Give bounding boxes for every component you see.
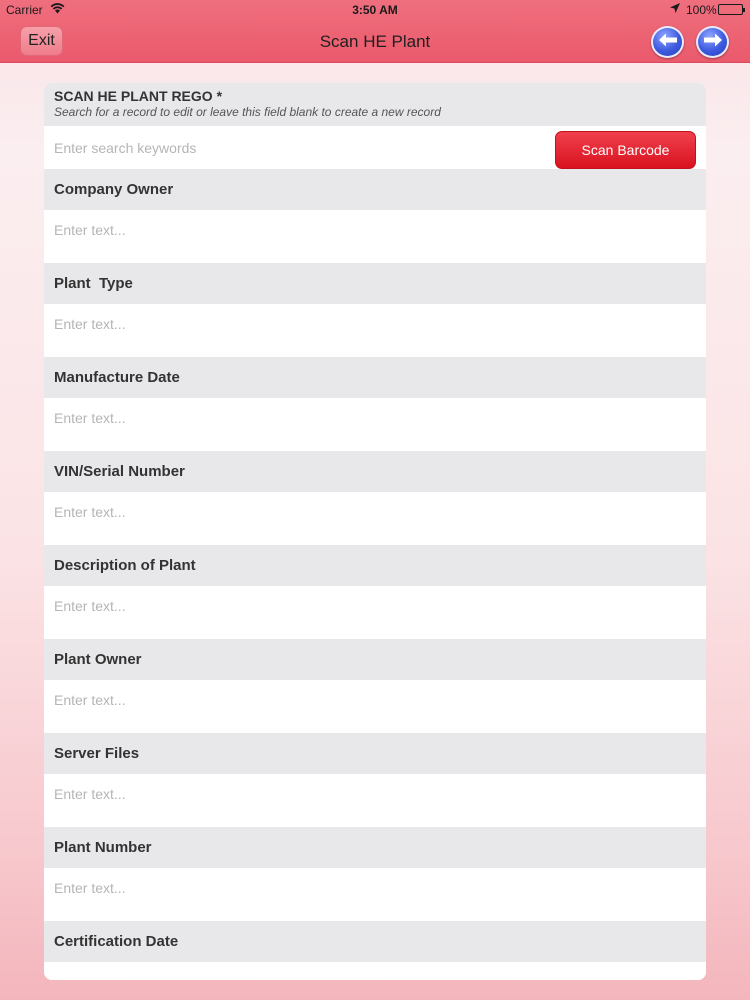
plant-number-input[interactable] [44, 868, 706, 908]
battery-icon [718, 4, 743, 15]
description-of-plant-input[interactable] [44, 586, 706, 626]
plant-owner-input[interactable] [44, 680, 706, 720]
status-time: 3:50 AM [352, 3, 398, 17]
form-card [44, 83, 706, 980]
forward-button[interactable] [696, 26, 729, 58]
field-label-certification-date: Certification Date [44, 921, 706, 962]
field-label-plant-owner: Plant Owner [44, 639, 706, 680]
vin-serial-number-input[interactable] [44, 492, 706, 532]
rego-search-row [44, 126, 706, 169]
rego-title: SCAN HE PLANT REGO * [54, 88, 223, 104]
manufacture-date-input[interactable] [44, 398, 706, 438]
field-label-plant-number: Plant Number [44, 827, 706, 868]
page-title: Scan HE Plant [319, 32, 431, 51]
field-label-server-files: Server Files [44, 733, 706, 774]
rego-hint: Search for a record to edit or leave this field blank to create a new record [54, 105, 441, 119]
arrow-right-icon [703, 32, 723, 53]
search-input[interactable] [44, 126, 544, 169]
field-label-manufacture-date: Manufacture Date [44, 357, 706, 398]
company-owner-input[interactable] [44, 210, 706, 250]
location-arrow-icon [669, 2, 681, 17]
navigation-header [0, 0, 750, 63]
status-bar [0, 0, 750, 20]
rego-header [44, 83, 706, 126]
field-label-plant-type: Plant Type [44, 263, 706, 304]
certification-date-input[interactable] [44, 962, 706, 980]
scan-barcode-button[interactable]: Scan Barcode [555, 131, 696, 169]
field-label-company-owner: Company Owner [44, 169, 706, 210]
plant-type-input[interactable] [44, 304, 706, 344]
field-label-vin-serial-number: VIN/Serial Number [44, 451, 706, 492]
back-button[interactable] [651, 26, 684, 58]
field-label-description-of-plant: Description of Plant [44, 545, 706, 586]
battery-percent: 100% [686, 3, 717, 17]
arrow-left-icon [658, 32, 678, 53]
carrier-label: Carrier [6, 3, 43, 17]
exit-button[interactable]: Exit [20, 26, 63, 56]
server-files-input[interactable] [44, 774, 706, 814]
